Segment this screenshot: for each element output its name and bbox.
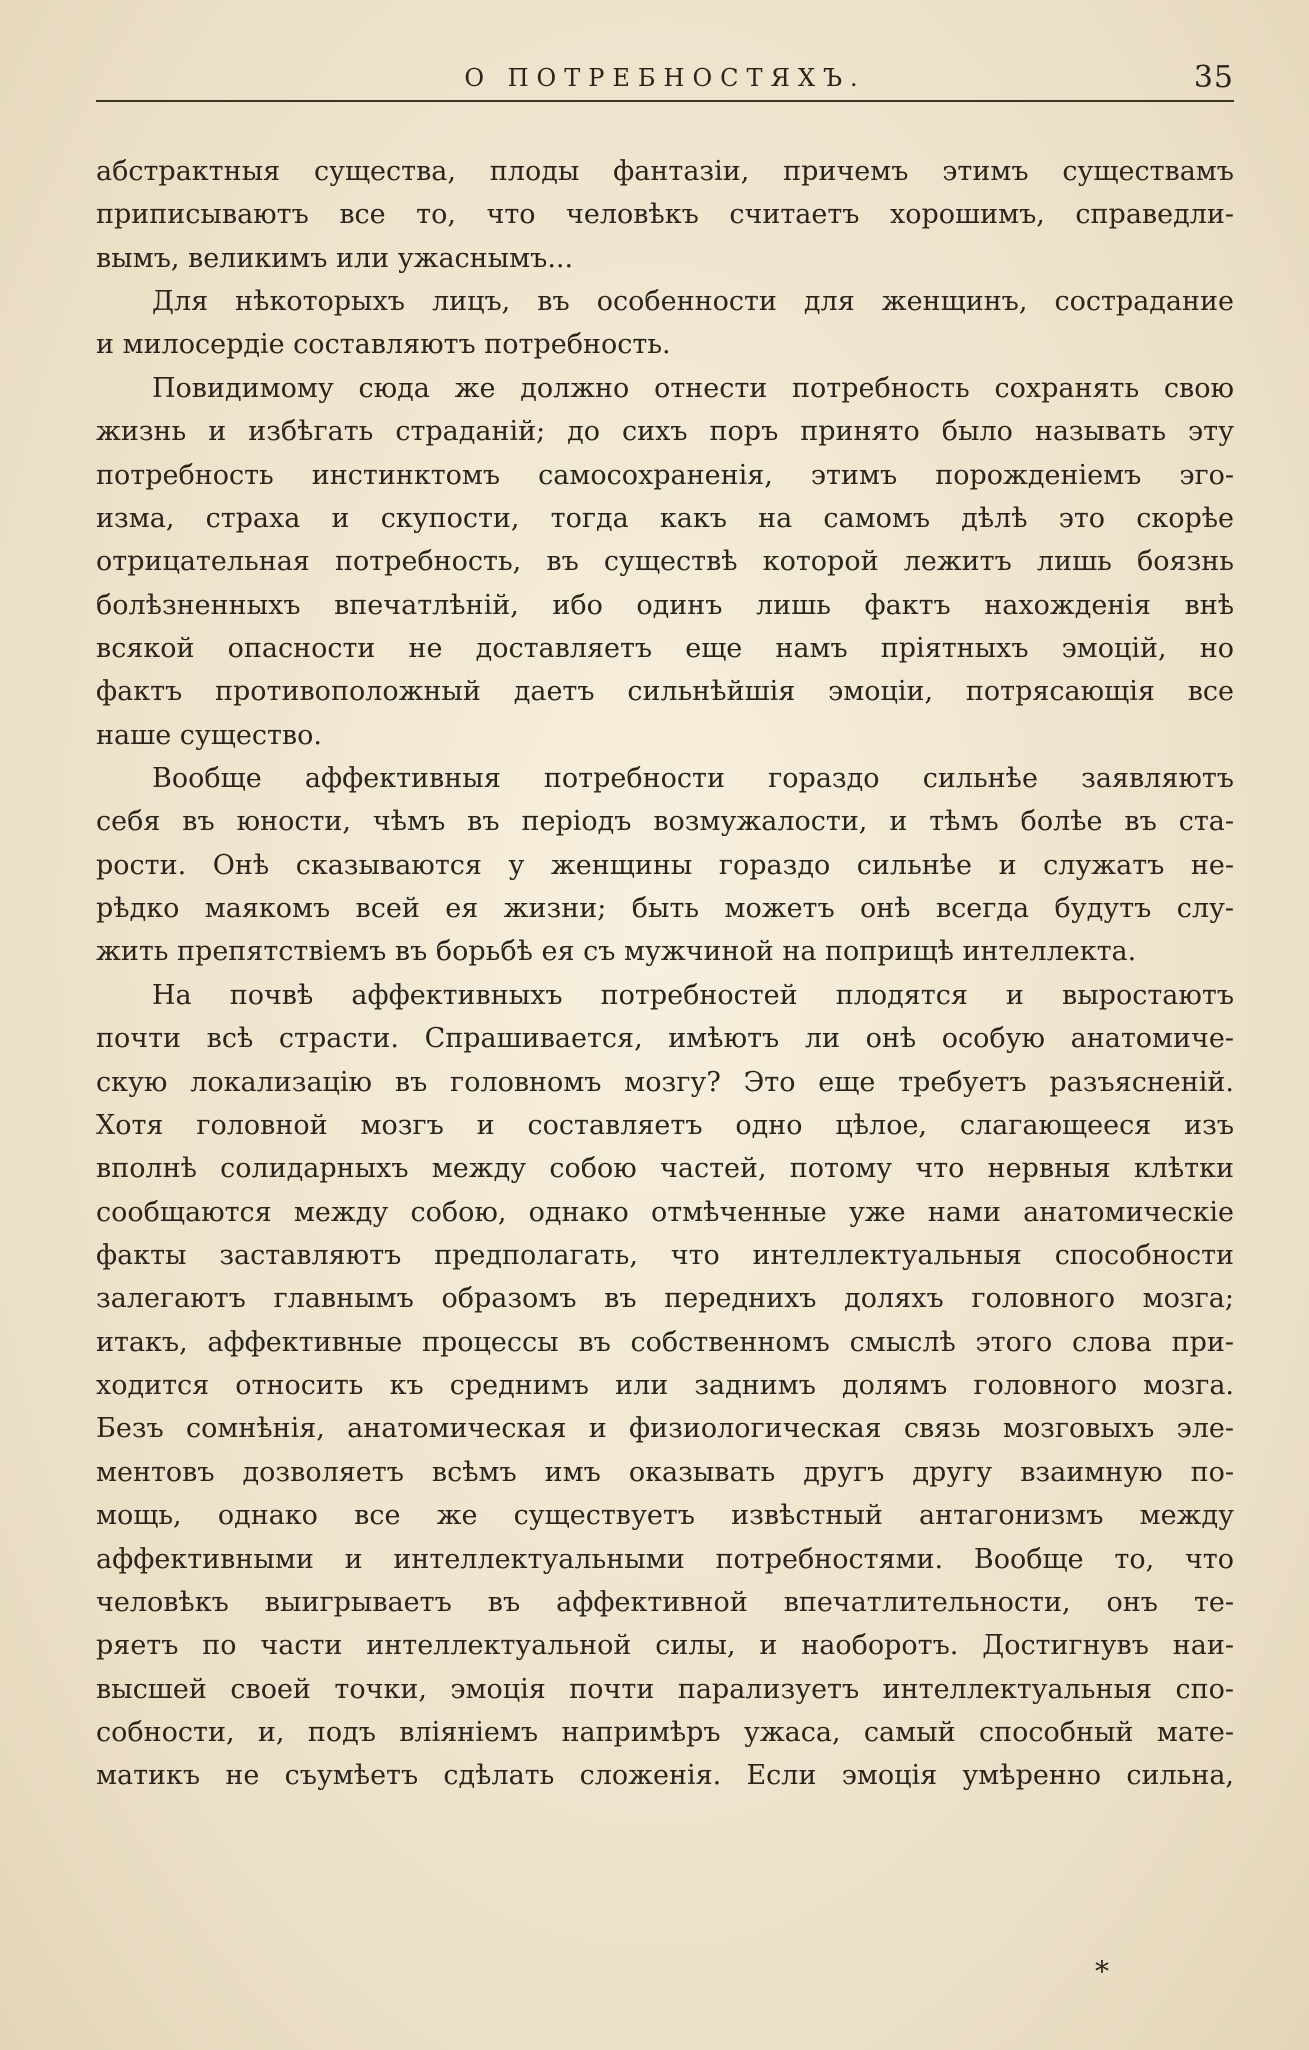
footnote-mark: *	[1095, 1955, 1109, 1988]
text-line: приписываютъ все то, что человѣкъ считаетъ хорошимъ, справедли-	[96, 199, 1234, 231]
text-line: итакъ, аффективные процессы въ собственномъ смыслѣ этого слова при-	[96, 1326, 1234, 1358]
text-line: Повидимому сюда же должно отнести потребность сохранять свою	[152, 372, 1234, 404]
text-line: матикъ не съумѣетъ сдѣлать сложенія. Если эмоція умѣренно сильна,	[96, 1760, 1234, 1792]
text-line: Безъ сомнѣнія, анатомическая и физиологическая связь мозговыхъ эле-	[96, 1413, 1234, 1445]
page-number: 35	[1193, 60, 1234, 95]
text-line: Для нѣкоторыхъ лицъ, въ особенности для женщинъ, сострадание	[152, 286, 1234, 318]
text-line: потребность инстинктомъ самосохраненія, этимъ порожденіемъ эго-	[96, 459, 1234, 491]
text-line: Вообще аффективныя потребности гораздо сильнѣе заявляютъ	[152, 763, 1234, 795]
text-line: На почвѣ аффективныхъ потребностей плодятся и выростаютъ	[152, 979, 1234, 1011]
text-line: ментовъ дозволяетъ всѣмъ имъ оказывать другъ другу взаимную по-	[96, 1456, 1234, 1488]
text-line: ходится относить къ среднимъ или заднимъ долямъ головного мозга.	[96, 1370, 1234, 1402]
text-line: жить препятствіемъ въ борьбѣ ея съ мужчиной на поприщѣ интеллекта.	[96, 936, 1137, 968]
text-line: собности, и, подъ вліяніемъ напримѣръ ужаса, самый способный мате-	[96, 1716, 1234, 1748]
text-line: ряетъ по части интеллектуальной силы, и наоборотъ. Достигнувъ наи-	[96, 1630, 1234, 1662]
text-line: вымъ, великимъ или ужаснымъ...	[96, 242, 574, 274]
header-rule	[96, 100, 1234, 102]
text-line: почти всѣ страсти. Спрашивается, имѣютъ ли онѣ особую анатомиче-	[96, 1023, 1234, 1055]
text-line: человѣкъ выигрываетъ въ аффективной впечатлительности, онъ те-	[96, 1586, 1234, 1618]
text-line: скую локализацію въ головномъ мозгу? Это еще требуетъ разъясненій.	[96, 1066, 1234, 1098]
text-line: залегаютъ главнымъ образомъ въ переднихъ доляхъ головного мозга;	[96, 1283, 1234, 1315]
text-line: факты заставляютъ предполагать, что интеллектуальныя способности	[96, 1239, 1234, 1271]
text-line: абстрактныя существа, плоды фантазіи, причемъ этимъ существамъ	[96, 156, 1234, 187]
text-line: фактъ противоположный даетъ сильнѣйшія эмоціи, потрясающія все	[96, 676, 1234, 708]
text-line: аффективными и интеллектуальными потребностями. Вообще то, что	[96, 1543, 1234, 1575]
text-line: болѣзненныхъ впечатлѣній, ибо одинъ лишь фактъ нахожденія внѣ	[96, 589, 1234, 621]
text-line: рости. Онѣ сказываются у женщины гораздо сильнѣе и служатъ не-	[96, 849, 1234, 881]
running-title: О ПОТРЕБНОСТЯХЪ.	[464, 64, 866, 92]
text-line: рѣдко маякомъ всей ея жизни; быть можетъ онѣ всегда будутъ слу-	[96, 893, 1234, 925]
text-line: всякой опасности не доставляетъ еще намъ пріятныхъ эмоцій, но	[96, 632, 1234, 664]
running-head	[96, 60, 1234, 104]
text-line: жизнь и избѣгать страданій; до сихъ поръ принято было называть эту	[96, 416, 1234, 448]
text-line: Хотя головной мозгъ и составляетъ одно цѣлое, слагающееся изъ	[96, 1109, 1234, 1141]
text-line: наше существо.	[96, 719, 322, 751]
body-text	[96, 150, 1234, 1798]
text-line: сообщаются между собою, однако отмѣченные уже нами анатомическіе	[96, 1196, 1234, 1228]
text-line: изма, страха и скупости, тогда какъ на самомъ дѣлѣ это скорѣе	[96, 502, 1234, 534]
text-line: отрицательная потребность, въ существѣ которой лежитъ лишь боязнь	[96, 546, 1234, 578]
text-line: и милосердіе составляютъ потребность.	[96, 329, 671, 361]
text-line: высшей своей точки, эмоція почти парализуетъ интеллектуальныя спо-	[96, 1673, 1234, 1705]
text-line: себя въ юности, чѣмъ въ періодъ возмужалости, и тѣмъ болѣе въ ста-	[96, 806, 1234, 838]
text-line: мощь, однако все же существуетъ извѣстный антагонизмъ между	[96, 1500, 1234, 1532]
text-line: вполнѣ солидарныхъ между собою частей, потому что нервныя клѣтки	[96, 1153, 1234, 1185]
